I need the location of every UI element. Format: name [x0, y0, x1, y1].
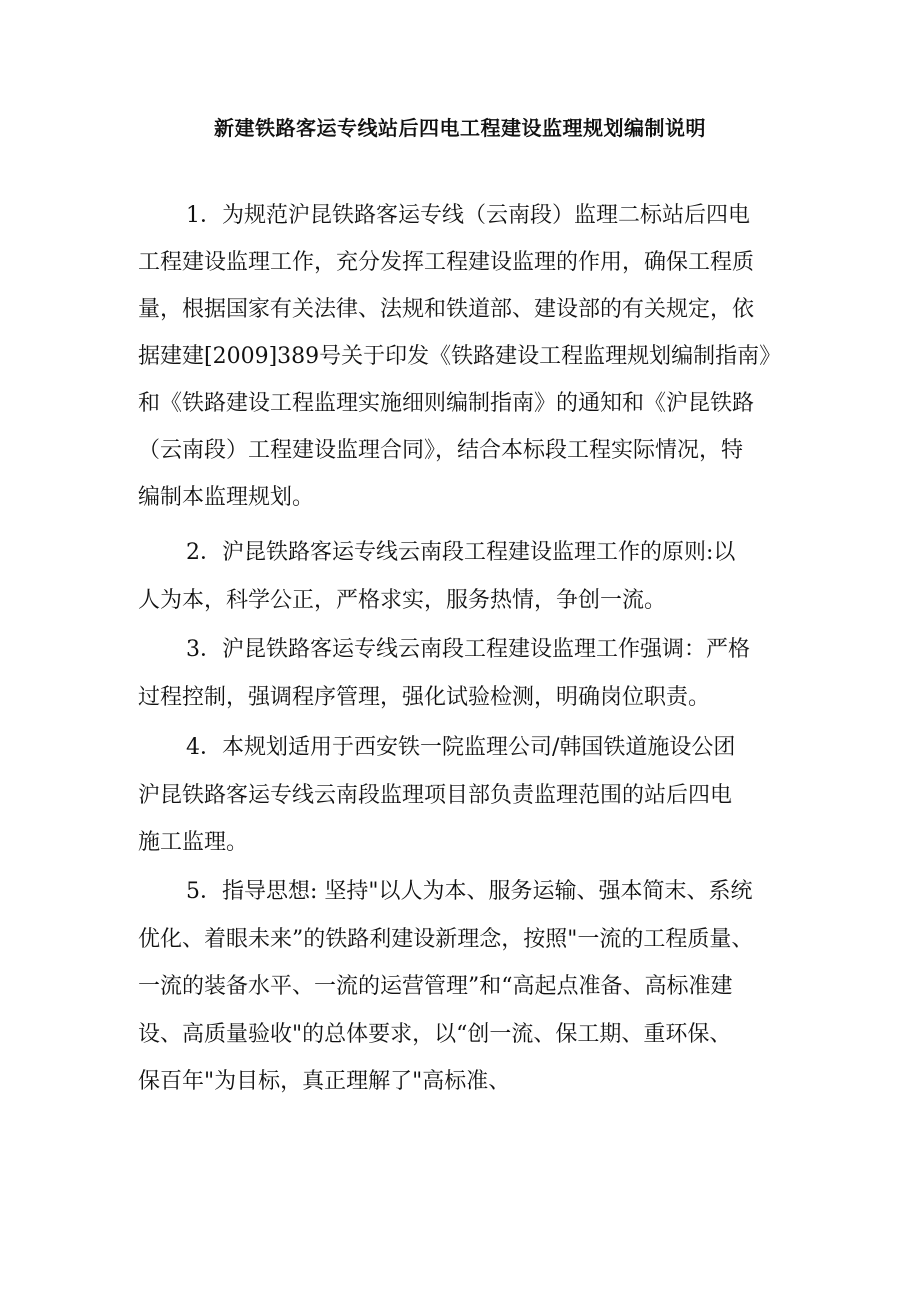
- paragraph-5-line-2: 优化、着眼未来”的铁路利建设新理念，按照"一流的工程质量、: [138, 927, 754, 952]
- paragraph-3-line-2: 过程控制，强调程序管理，强化试验检测，明确岗位职责。: [138, 685, 711, 710]
- paragraph-1-line-1: 1．为规范沪昆铁路客运专线（云南段）监理二标站后四电: [186, 203, 750, 228]
- paragraph-1-line-6: （云南段）工程建设监理合同》，结合本标段工程实际情况，特: [138, 438, 744, 463]
- paragraph-1-line-3: 量，根据国家有关法律、法规和铁道部、建设部的有关规定，依: [138, 297, 755, 322]
- paragraph-5-line-1: 5．指导思想: 坚持"以人为本、服务运输、强本简末、系统: [186, 879, 753, 904]
- paragraph-4-line-1: 4．本规划适用于西安铁一院监理公司/韩国铁道施设公团: [186, 735, 736, 760]
- paragraph-1-line-7: 编制本监理规划。: [138, 485, 315, 510]
- paragraph-4-line-3: 施工监理。: [138, 830, 249, 855]
- document-title: 新建铁路客运专线站后四电工程建设监理规划编制说明: [214, 116, 706, 140]
- paragraph-2-line-2: 人为本，科学公正，严格求实，服务热情，争创一流。: [138, 588, 667, 613]
- paragraph-2-line-1: 2．沪昆铁路客运专线云南段工程建设监理工作的原则:以: [186, 540, 736, 565]
- paragraph-5-line-5: 保百年"为目标，真正理解了"高标准、: [138, 1069, 511, 1094]
- paragraph-1-line-4: 据建建[2009]389号关于印发《铁路建设工程监理规划编制指南》: [138, 344, 782, 369]
- paragraph-5-line-4: 设、高质量验收"的总体要求，以“创一流、保工期、重环保、: [138, 1022, 732, 1047]
- paragraph-3-line-1: 3．沪昆铁路客运专线云南段工程建设监理工作强调：严格: [186, 637, 750, 662]
- paragraph-1-line-5: 和《铁路建设工程监理实施细则编制指南》的通知和《沪昆铁路: [138, 391, 755, 416]
- paragraph-1-line-2: 工程建设监理工作，充分发挥工程建设监理的作用，确保工程质: [138, 250, 755, 275]
- paragraph-4-line-2: 沪昆铁路客运专线云南段监理项目部负责监理范围的站后四电: [138, 783, 733, 808]
- paragraph-5-line-3: 一流的装备水平、一流的运营管理”和“高起点准备、高标准建: [138, 974, 733, 999]
